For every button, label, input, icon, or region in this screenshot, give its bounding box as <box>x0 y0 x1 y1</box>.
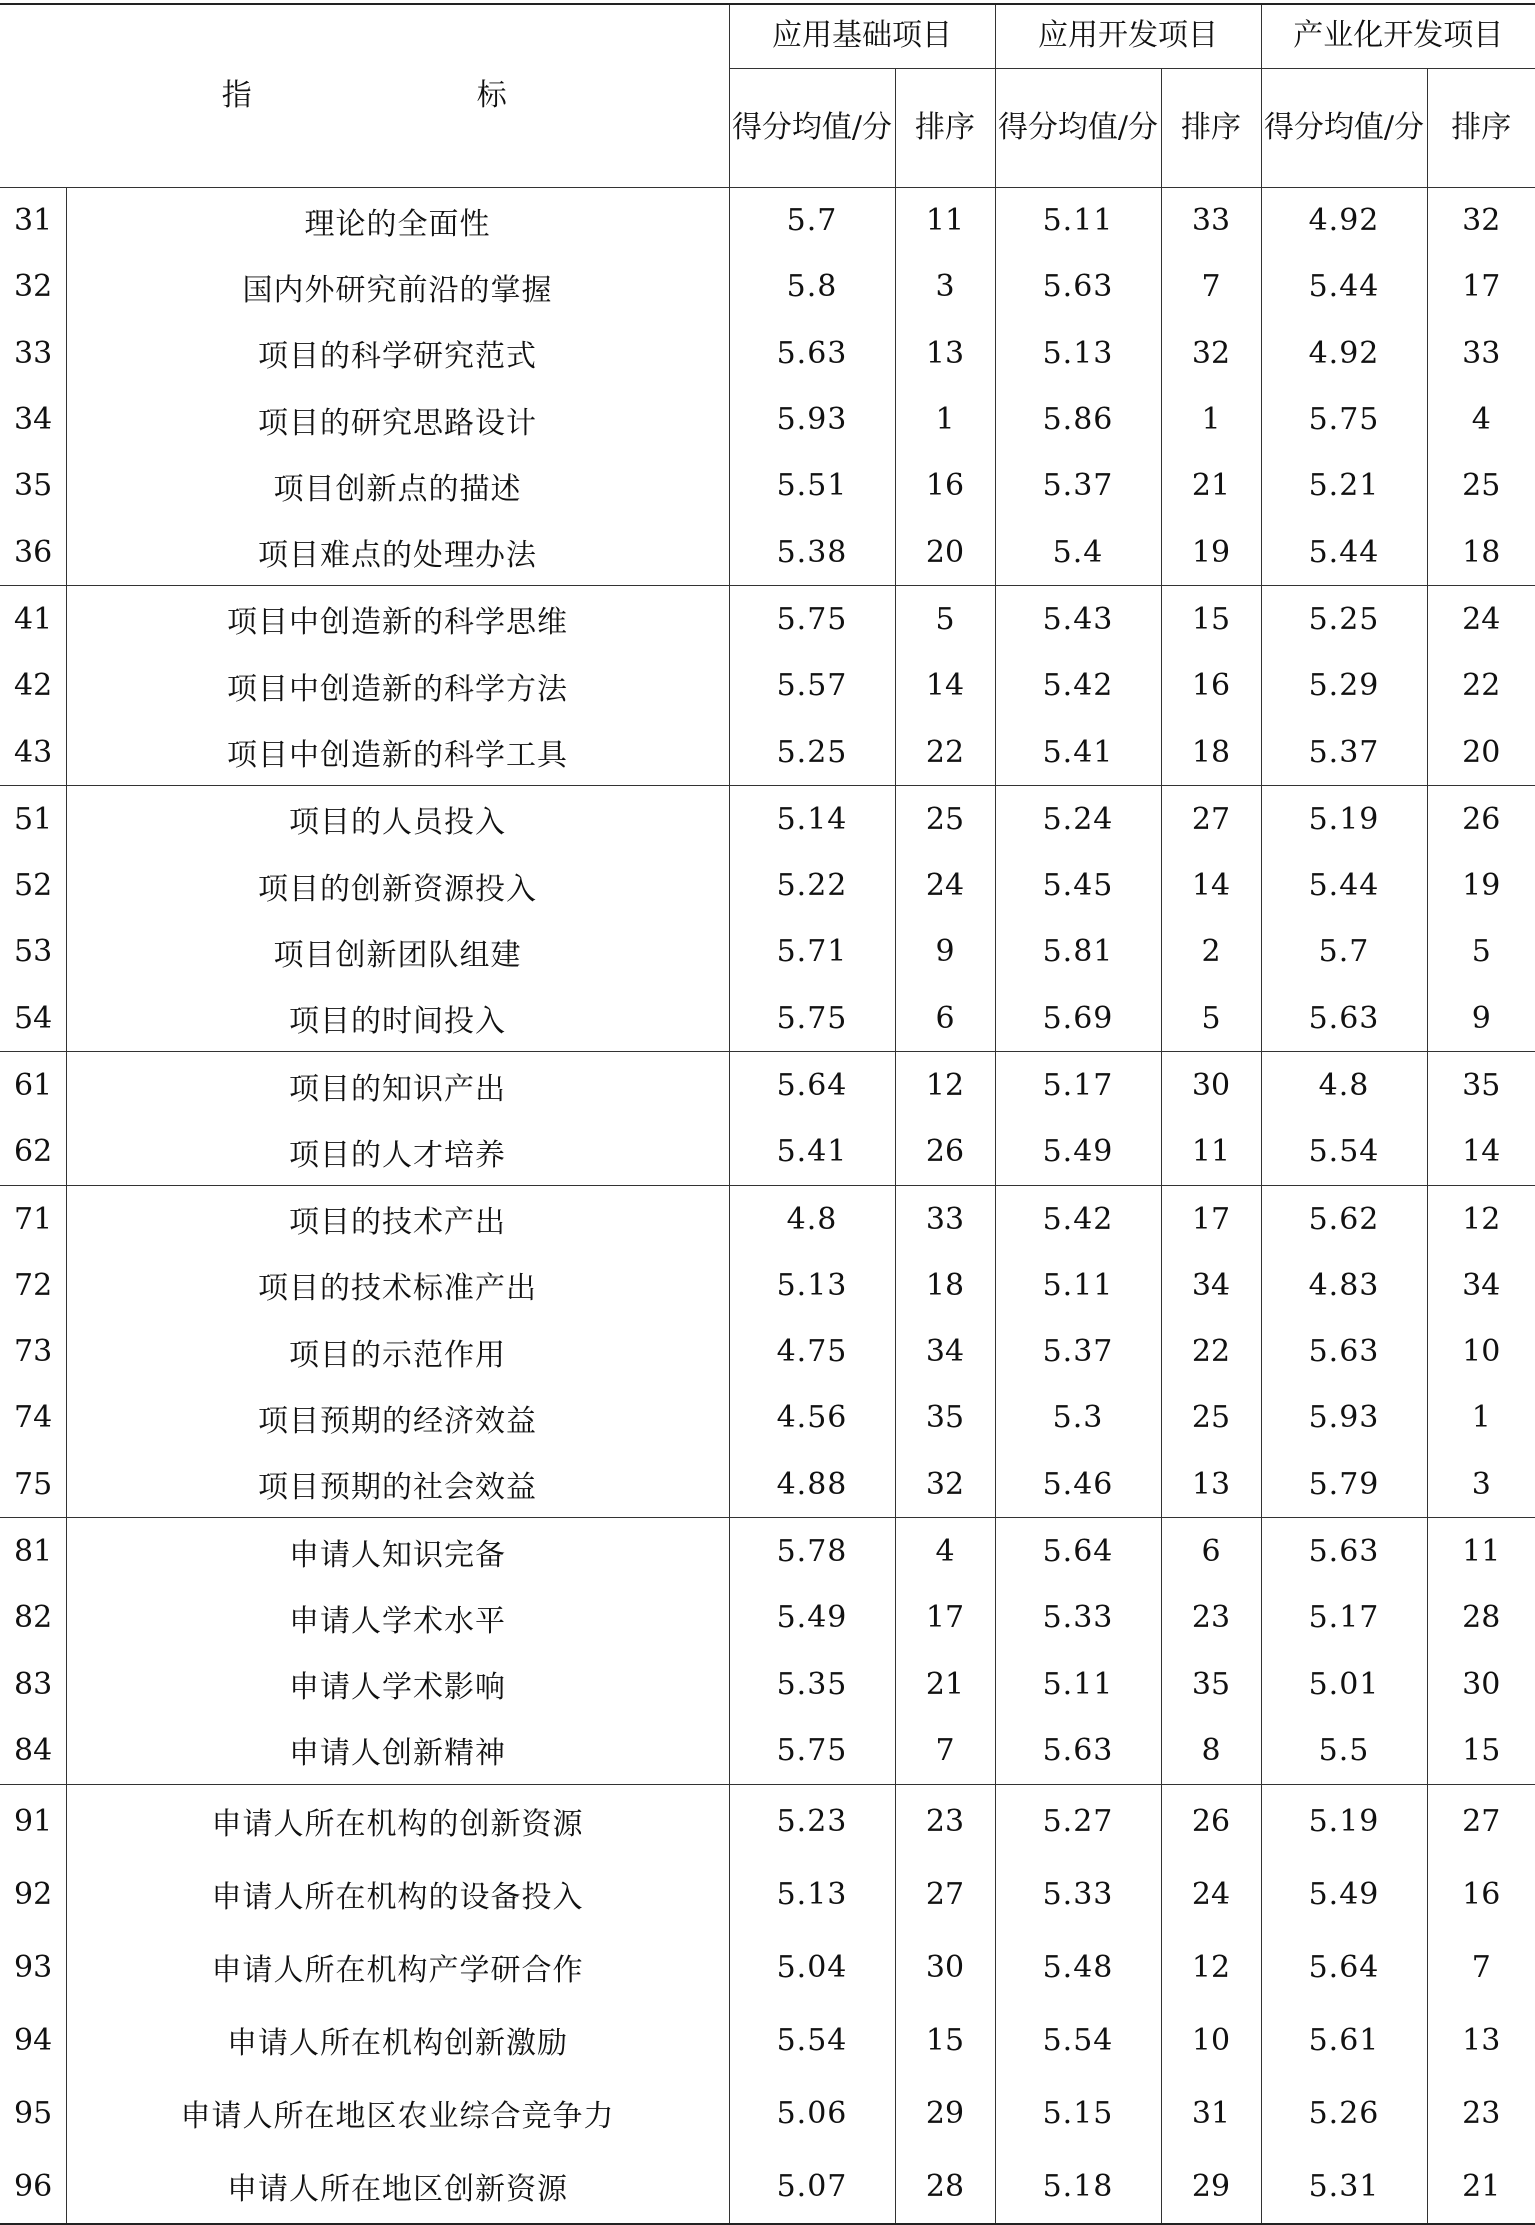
industrialization-score-cell: 5.49 <box>1261 1858 1427 1931</box>
indicator-name-cell: 申请人所在地区创新资源 <box>66 2150 729 2224</box>
rank-header-industrialization: 排序 <box>1427 68 1535 187</box>
industrialization-score-cell: 4.83 <box>1261 1252 1427 1318</box>
development-score-cell: 5.13 <box>995 320 1161 386</box>
development-score-cell: 5.24 <box>995 786 1161 853</box>
industrialization-score-cell: 5.5 <box>1261 1717 1427 1784</box>
row-id-cell: 73 <box>14 1334 53 1370</box>
development-rank-cell: 31 <box>1161 2077 1261 2150</box>
indicator-name-cell: 项目的科学研究范式 <box>66 320 729 386</box>
row-id-cell: 31 <box>14 203 53 239</box>
table-row <box>0 786 1535 853</box>
industrialization-rank-cell: 9 <box>1427 985 1535 1052</box>
indicator-score-table <box>0 3 1535 2225</box>
industrialization-score-cell: 5.63 <box>1261 1319 1427 1385</box>
industrialization-score-cell: 5.21 <box>1261 453 1427 519</box>
basic-score-cell: 5.49 <box>729 1585 895 1651</box>
table-row <box>0 2004 1535 2077</box>
table-row <box>0 1319 1535 1385</box>
development-score-cell: 5.69 <box>995 985 1161 1052</box>
table-row <box>0 519 1535 586</box>
indicator-name-cell: 项目的技术标准产出 <box>66 1252 729 1318</box>
table-row <box>0 919 1535 985</box>
row-id-cell: 36 <box>14 534 53 570</box>
basic-score-cell: 5.14 <box>729 786 895 853</box>
basic-score-cell: 4.56 <box>729 1385 895 1451</box>
table-row <box>0 1052 1535 1119</box>
development-score-cell: 5.48 <box>995 1931 1161 2004</box>
basic-rank-cell: 21 <box>895 1651 995 1717</box>
industrialization-rank-cell: 16 <box>1427 1858 1535 1931</box>
basic-score-cell: 5.13 <box>729 1252 895 1318</box>
basic-score-cell: 5.75 <box>729 985 895 1052</box>
table-row <box>0 852 1535 918</box>
development-rank-cell: 26 <box>1161 1784 1261 1858</box>
table-row <box>0 1858 1535 1931</box>
row-id-cell: 62 <box>14 1134 53 1170</box>
basic-rank-cell: 16 <box>895 453 995 519</box>
basic-rank-cell: 6 <box>895 985 995 1052</box>
development-score-cell: 5.3 <box>995 1385 1161 1451</box>
row-id-cell: 93 <box>14 1949 53 1985</box>
basic-score-cell: 5.23 <box>729 1784 895 1858</box>
industrialization-score-cell: 4.92 <box>1261 320 1427 386</box>
development-score-cell: 5.63 <box>995 254 1161 320</box>
indicator-name-cell: 国内外研究前沿的掌握 <box>66 254 729 320</box>
industrialization-score-cell: 5.31 <box>1261 2150 1427 2224</box>
row-id-cell: 34 <box>14 402 53 438</box>
development-rank-cell: 35 <box>1161 1651 1261 1717</box>
development-score-cell: 5.42 <box>995 653 1161 719</box>
industrialization-score-cell: 5.62 <box>1261 1185 1427 1252</box>
table-row <box>0 1784 1535 1858</box>
development-rank-cell: 32 <box>1161 320 1261 386</box>
development-score-cell: 5.11 <box>995 1651 1161 1717</box>
development-score-cell: 5.64 <box>995 1518 1161 1585</box>
basic-score-cell: 5.75 <box>729 1717 895 1784</box>
basic-rank-cell: 3 <box>895 254 995 320</box>
table-row <box>0 719 1535 786</box>
row-id-cell: 41 <box>0 586 66 653</box>
industrialization-score-cell: 5.64 <box>1261 1931 1427 2004</box>
basic-score-cell: 5.75 <box>729 586 895 653</box>
indicator-name-cell: 项目的人员投入 <box>66 786 729 853</box>
industrialization-score-cell: 5.63 <box>1261 985 1427 1052</box>
table-row <box>0 653 1535 719</box>
industrialization-rank-cell: 14 <box>1427 1119 1535 1186</box>
table-row <box>0 1931 1535 2004</box>
industrialization-rank-cell: 28 <box>1427 1585 1535 1651</box>
basic-rank-cell: 9 <box>895 919 995 985</box>
development-score-cell: 5.81 <box>995 919 1161 985</box>
indicator-name-cell: 项目的知识产出 <box>66 1052 729 1119</box>
industrialization-score-cell: 5.54 <box>1261 1119 1427 1186</box>
table-row <box>0 187 1535 254</box>
industrialization-score-cell: 5.93 <box>1261 1385 1427 1451</box>
row-id-cell: 94 <box>14 2022 53 2058</box>
industrialization-rank-cell: 1 <box>1427 1385 1535 1451</box>
indicator-name-cell: 项目的示范作用 <box>66 1319 729 1385</box>
development-rank-cell: 10 <box>1161 2004 1261 2077</box>
development-rank-cell: 6 <box>1161 1518 1261 1585</box>
industrialization-rank-cell: 13 <box>1427 2004 1535 2077</box>
industrialization-rank-cell: 17 <box>1427 254 1535 320</box>
indicator-name-cell: 申请人所在机构产学研合作 <box>66 1931 729 2004</box>
industrialization-rank-cell: 34 <box>1427 1252 1535 1318</box>
basic-rank-cell: 29 <box>895 2077 995 2150</box>
basic-score-cell: 5.06 <box>729 2077 895 2150</box>
industrialization-rank-cell: 30 <box>1427 1651 1535 1717</box>
development-rank-cell: 15 <box>1161 586 1261 653</box>
development-score-cell: 5.4 <box>995 519 1161 586</box>
basic-score-cell: 5.35 <box>729 1651 895 1717</box>
row-id-cell: 74 <box>14 1400 53 1436</box>
table-row <box>0 320 1535 386</box>
indicator-name-cell: 项目难点的处理办法 <box>66 519 729 586</box>
row-id-cell: 84 <box>14 1732 53 1768</box>
industrialization-score-cell: 5.01 <box>1261 1651 1427 1717</box>
industrialization-rank-cell: 11 <box>1427 1518 1535 1585</box>
development-score-cell: 5.86 <box>995 386 1161 452</box>
row-id-cell: 96 <box>14 2168 53 2204</box>
development-rank-cell: 16 <box>1161 653 1261 719</box>
row-id-cell: 81 <box>0 1518 66 1585</box>
industrialization-rank-cell: 4 <box>1427 386 1535 452</box>
table-row <box>0 1385 1535 1451</box>
development-rank-cell: 29 <box>1161 2150 1261 2224</box>
rank-header-development: 排序 <box>1161 68 1261 187</box>
table-row <box>0 1119 1535 1186</box>
industrialization-rank-cell: 7 <box>1427 1931 1535 2004</box>
basic-rank-cell: 1 <box>895 386 995 452</box>
development-rank-cell: 22 <box>1161 1319 1261 1385</box>
industrialization-score-cell: 4.8 <box>1261 1052 1427 1119</box>
industrialization-rank-cell: 24 <box>1427 586 1535 653</box>
basic-rank-cell: 32 <box>895 1451 995 1518</box>
basic-score-cell: 5.13 <box>729 1858 895 1931</box>
basic-rank-cell: 25 <box>895 786 995 853</box>
industrialization-score-cell: 5.44 <box>1261 519 1427 586</box>
development-rank-cell: 8 <box>1161 1717 1261 1784</box>
row-id-cell: 72 <box>14 1267 53 1303</box>
development-score-cell: 5.33 <box>995 1858 1161 1931</box>
development-score-cell: 5.18 <box>995 2150 1161 2224</box>
development-rank-cell: 18 <box>1161 719 1261 786</box>
row-id-cell: 61 <box>0 1052 66 1119</box>
indicator-name-cell: 项目的创新资源投入 <box>66 852 729 918</box>
basic-rank-cell: 12 <box>895 1052 995 1119</box>
table-row <box>0 1518 1535 1585</box>
industrialization-score-cell: 5.63 <box>1261 1518 1427 1585</box>
table-row <box>0 985 1535 1052</box>
industrialization-rank-cell: 35 <box>1427 1052 1535 1119</box>
group-header-industrialization: 产业化开发项目 <box>1261 4 1535 68</box>
industrialization-score-cell: 5.44 <box>1261 254 1427 320</box>
industrialization-rank-cell: 18 <box>1427 519 1535 586</box>
indicator-name-cell: 项目创新点的描述 <box>66 453 729 519</box>
row-id-cell: 75 <box>14 1466 53 1502</box>
industrialization-rank-cell: 23 <box>1427 2077 1535 2150</box>
row-id-cell: 53 <box>14 934 53 970</box>
industrialization-rank-cell: 27 <box>1427 1784 1535 1858</box>
development-rank-cell: 33 <box>1161 187 1261 254</box>
development-score-cell: 5.42 <box>995 1185 1161 1252</box>
indicator-name-cell: 申请人所在地区农业综合竞争力 <box>66 2077 729 2150</box>
industrialization-rank-cell: 20 <box>1427 719 1535 786</box>
development-rank-cell: 14 <box>1161 852 1261 918</box>
basic-rank-cell: 11 <box>895 187 995 254</box>
basic-score-cell: 4.8 <box>729 1185 895 1252</box>
table-row <box>0 386 1535 452</box>
table-row <box>0 586 1535 653</box>
industrialization-score-cell: 5.75 <box>1261 386 1427 452</box>
industrialization-score-cell: 5.7 <box>1261 919 1427 985</box>
development-rank-cell: 27 <box>1161 786 1261 853</box>
development-score-cell: 5.37 <box>995 1319 1161 1385</box>
indicator-name-cell: 申请人所在机构的设备投入 <box>66 1858 729 1931</box>
score-header-industrialization: 得分均值/分 <box>1261 68 1427 187</box>
indicator-name-cell: 理论的全面性 <box>66 187 729 254</box>
basic-rank-cell: 13 <box>895 320 995 386</box>
indicator-name-cell: 申请人所在机构创新激励 <box>66 2004 729 2077</box>
basic-score-cell: 5.04 <box>729 1931 895 2004</box>
indicator-name-cell: 项目的技术产出 <box>66 1185 729 1252</box>
score-header-basic: 得分均值/分 <box>729 68 895 187</box>
industrialization-rank-cell: 10 <box>1427 1319 1535 1385</box>
industrialization-score-cell: 5.26 <box>1261 2077 1427 2150</box>
development-score-cell: 5.17 <box>995 1052 1161 1119</box>
indicator-name-cell: 项目预期的经济效益 <box>66 1385 729 1451</box>
row-id-cell: 91 <box>0 1784 66 1858</box>
development-rank-cell: 21 <box>1161 453 1261 519</box>
basic-score-cell: 5.93 <box>729 386 895 452</box>
industrialization-score-cell: 5.79 <box>1261 1451 1427 1518</box>
development-score-cell: 5.45 <box>995 852 1161 918</box>
basic-score-cell: 4.75 <box>729 1319 895 1385</box>
basic-score-cell: 5.8 <box>729 254 895 320</box>
development-score-cell: 5.41 <box>995 719 1161 786</box>
basic-score-cell: 5.64 <box>729 1052 895 1119</box>
table-header <box>0 4 1535 187</box>
indicator-name-cell: 项目预期的社会效益 <box>66 1451 729 1518</box>
table-row <box>0 1252 1535 1318</box>
indicator-name-cell: 项目的研究思路设计 <box>66 386 729 452</box>
basic-rank-cell: 23 <box>895 1784 995 1858</box>
development-rank-cell: 34 <box>1161 1252 1261 1318</box>
row-id-cell: 52 <box>14 868 53 904</box>
industrialization-score-cell: 5.19 <box>1261 1784 1427 1858</box>
indicator-name-cell: 申请人知识完备 <box>66 1518 729 1585</box>
development-score-cell: 5.46 <box>995 1451 1161 1518</box>
table-row <box>0 1717 1535 1784</box>
group-header-development: 应用开发项目 <box>995 4 1261 68</box>
development-score-cell: 5.54 <box>995 2004 1161 2077</box>
row-id-cell: 43 <box>14 734 53 770</box>
industrialization-score-cell: 5.29 <box>1261 653 1427 719</box>
table-row <box>0 1651 1535 1717</box>
basic-rank-cell: 35 <box>895 1385 995 1451</box>
basic-rank-cell: 22 <box>895 719 995 786</box>
industrialization-score-cell: 5.19 <box>1261 786 1427 853</box>
development-rank-cell: 1 <box>1161 386 1261 452</box>
basic-rank-cell: 18 <box>895 1252 995 1318</box>
basic-rank-cell: 17 <box>895 1585 995 1651</box>
row-id-cell: 33 <box>14 335 53 371</box>
table-row <box>0 1585 1535 1651</box>
development-score-cell: 5.11 <box>995 187 1161 254</box>
indicator-name-cell: 项目中创造新的科学方法 <box>66 653 729 719</box>
basic-score-cell: 5.07 <box>729 2150 895 2224</box>
indicator-name-cell: 申请人创新精神 <box>66 1717 729 1784</box>
basic-score-cell: 5.71 <box>729 919 895 985</box>
indicator-name-cell: 项目中创造新的科学工具 <box>66 719 729 786</box>
basic-score-cell: 5.63 <box>729 320 895 386</box>
development-score-cell: 5.27 <box>995 1784 1161 1858</box>
indicator-name-cell: 申请人学术影响 <box>66 1651 729 1717</box>
row-id-cell: 83 <box>14 1666 53 1702</box>
row-id-cell: 35 <box>14 468 53 504</box>
basic-rank-cell: 5 <box>895 586 995 653</box>
industrialization-rank-cell: 3 <box>1427 1451 1535 1518</box>
basic-rank-cell: 15 <box>895 2004 995 2077</box>
development-rank-cell: 7 <box>1161 254 1261 320</box>
development-score-cell: 5.11 <box>995 1252 1161 1318</box>
indicator-name-cell: 项目创新团队组建 <box>66 919 729 985</box>
table-row <box>0 453 1535 519</box>
development-rank-cell: 25 <box>1161 1385 1261 1451</box>
row-id-cell: 51 <box>0 786 66 853</box>
indicator-name-cell: 项目中创造新的科学思维 <box>66 586 729 653</box>
development-score-cell: 5.37 <box>995 453 1161 519</box>
development-rank-cell: 13 <box>1161 1451 1261 1518</box>
development-rank-cell: 12 <box>1161 1931 1261 2004</box>
basic-rank-cell: 34 <box>895 1319 995 1385</box>
industrialization-score-cell: 5.17 <box>1261 1585 1427 1651</box>
development-score-cell: 5.15 <box>995 2077 1161 2150</box>
group-header-basic: 应用基础项目 <box>729 4 995 68</box>
development-rank-cell: 30 <box>1161 1052 1261 1119</box>
score-header-development: 得分均值/分 <box>995 68 1161 187</box>
industrialization-rank-cell: 21 <box>1427 2150 1535 2224</box>
basic-score-cell: 5.57 <box>729 653 895 719</box>
indicator-name-cell: 项目的人才培养 <box>66 1119 729 1186</box>
industrialization-rank-cell: 33 <box>1427 320 1535 386</box>
basic-rank-cell: 28 <box>895 2150 995 2224</box>
indicator-name-cell: 申请人学术水平 <box>66 1585 729 1651</box>
basic-rank-cell: 30 <box>895 1931 995 2004</box>
industrialization-rank-cell: 19 <box>1427 852 1535 918</box>
industrialization-rank-cell: 15 <box>1427 1717 1535 1784</box>
development-score-cell: 5.63 <box>995 1717 1161 1784</box>
development-rank-cell: 17 <box>1161 1185 1261 1252</box>
industrialization-score-cell: 5.25 <box>1261 586 1427 653</box>
basic-rank-cell: 26 <box>895 1119 995 1186</box>
basic-rank-cell: 14 <box>895 653 995 719</box>
row-id-cell: 95 <box>14 2095 53 2131</box>
industrialization-rank-cell: 5 <box>1427 919 1535 985</box>
table-row <box>0 1185 1535 1252</box>
industrialization-score-cell: 4.92 <box>1261 187 1427 254</box>
development-score-cell: 5.33 <box>995 1585 1161 1651</box>
industrialization-score-cell: 5.61 <box>1261 2004 1427 2077</box>
basic-rank-cell: 7 <box>895 1717 995 1784</box>
indicator-name-cell: 申请人所在机构的创新资源 <box>66 1784 729 1858</box>
basic-rank-cell: 33 <box>895 1185 995 1252</box>
row-id-cell: 82 <box>14 1600 53 1636</box>
table-row <box>0 1451 1535 1518</box>
basic-score-cell: 5.7 <box>729 187 895 254</box>
row-id-cell: 92 <box>14 1876 53 1912</box>
basic-score-cell: 5.22 <box>729 852 895 918</box>
development-score-cell: 5.43 <box>995 586 1161 653</box>
industrialization-rank-cell: 22 <box>1427 653 1535 719</box>
table-row <box>0 2077 1535 2150</box>
industrialization-rank-cell: 12 <box>1427 1185 1535 1252</box>
development-rank-cell: 24 <box>1161 1858 1261 1931</box>
development-rank-cell: 2 <box>1161 919 1261 985</box>
basic-rank-cell: 24 <box>895 852 995 918</box>
indicator-name-cell: 项目的时间投入 <box>66 985 729 1052</box>
basic-score-cell: 5.38 <box>729 519 895 586</box>
industrialization-score-cell: 5.44 <box>1261 852 1427 918</box>
development-rank-cell: 11 <box>1161 1119 1261 1186</box>
development-rank-cell: 19 <box>1161 519 1261 586</box>
basic-rank-cell: 27 <box>895 1858 995 1931</box>
row-id-cell: 42 <box>14 668 53 704</box>
basic-score-cell: 5.51 <box>729 453 895 519</box>
row-id-cell: 71 <box>0 1185 66 1252</box>
basic-score-cell: 5.25 <box>729 719 895 786</box>
indicator-header-label: 指 标 <box>221 77 562 113</box>
basic-rank-cell: 4 <box>895 1518 995 1585</box>
row-id-cell: 54 <box>14 1000 53 1036</box>
development-score-cell: 5.49 <box>995 1119 1161 1186</box>
industrialization-rank-cell: 32 <box>1427 187 1535 254</box>
industrialization-score-cell: 5.37 <box>1261 719 1427 786</box>
table-body <box>0 187 1535 2224</box>
basic-score-cell: 5.54 <box>729 2004 895 2077</box>
development-rank-cell: 5 <box>1161 985 1261 1052</box>
table-row <box>0 254 1535 320</box>
row-id-cell: 32 <box>14 269 53 305</box>
basic-score-cell: 5.41 <box>729 1119 895 1186</box>
basic-score-cell: 4.88 <box>729 1451 895 1518</box>
development-rank-cell: 23 <box>1161 1585 1261 1651</box>
industrialization-rank-cell: 26 <box>1427 786 1535 853</box>
industrialization-rank-cell: 25 <box>1427 453 1535 519</box>
indicator-header <box>0 4 729 187</box>
rank-header-basic: 排序 <box>895 68 995 187</box>
basic-rank-cell: 20 <box>895 519 995 586</box>
basic-score-cell: 5.78 <box>729 1518 895 1585</box>
